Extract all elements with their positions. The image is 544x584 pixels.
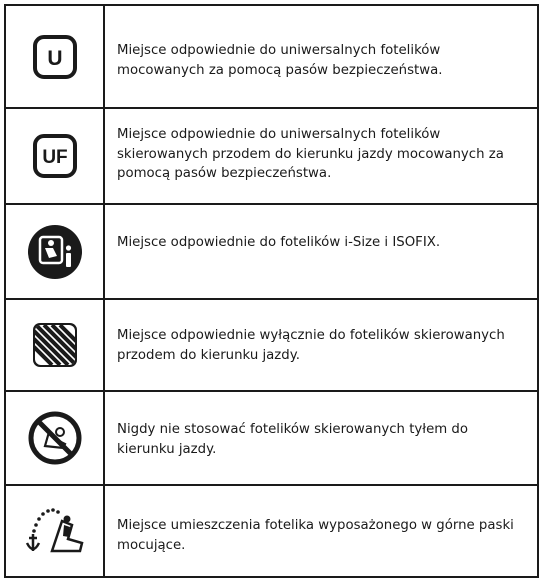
row-description: Miejsce odpowiednie do fotelików i-Size i ISOFIX. — [117, 235, 441, 250]
icon-cell — [6, 6, 105, 107]
top-tether-anchor-icon — [20, 501, 90, 561]
child-seat-legend-table — [4, 4, 539, 578]
forward-facing-only-hatched-icon — [30, 320, 80, 370]
description-cell — [117, 125, 523, 184]
no-rear-facing-seat-icon — [27, 410, 83, 466]
description-cell — [117, 326, 523, 365]
legend-row-forward-only — [6, 300, 537, 392]
row-description: Miejsce umieszczenia fotelika wyposażonego w górne paski mocujące. — [117, 518, 514, 553]
legend-row-no-rear-facing — [6, 392, 537, 486]
row-description: Nigdy nie stosować fotelików skierowanych tyłem do kierunku jazdy. — [117, 422, 469, 457]
description-cell — [117, 233, 523, 253]
description-cell — [117, 516, 523, 555]
icon-cell — [6, 300, 105, 390]
universal-seat-u-icon — [32, 34, 78, 80]
description-cell — [117, 41, 523, 80]
icon-cell — [6, 486, 105, 576]
legend-row-top-tether — [6, 486, 537, 576]
icon-cell — [6, 392, 105, 484]
icon-cell — [6, 109, 105, 203]
description-cell — [117, 420, 523, 459]
universal-forward-uf-icon — [32, 133, 78, 179]
row-description: Miejsce odpowiednie do uniwersalnych fotelików mocowanych za pomocą pasów bezpieczeństwa. — [117, 43, 443, 78]
legend-row-universal-forward — [6, 109, 537, 205]
row-description: Miejsce odpowiednie do uniwersalnych fotelików skierowanych przodem do kierunku jazdy mocowanych za pomocą pasów bezpieczeństwa. — [117, 127, 504, 182]
legend-row-universal — [6, 6, 537, 109]
icon-cell — [6, 205, 105, 298]
icon-label: U — [46, 46, 63, 70]
isize-isofix-icon — [27, 224, 83, 280]
legend-row-isize-isofix — [6, 205, 537, 300]
row-description: Miejsce odpowiednie wyłącznie do fotelików skierowanych przodem do kierunku jazdy. — [117, 328, 505, 363]
icon-label: UF — [41, 147, 68, 168]
